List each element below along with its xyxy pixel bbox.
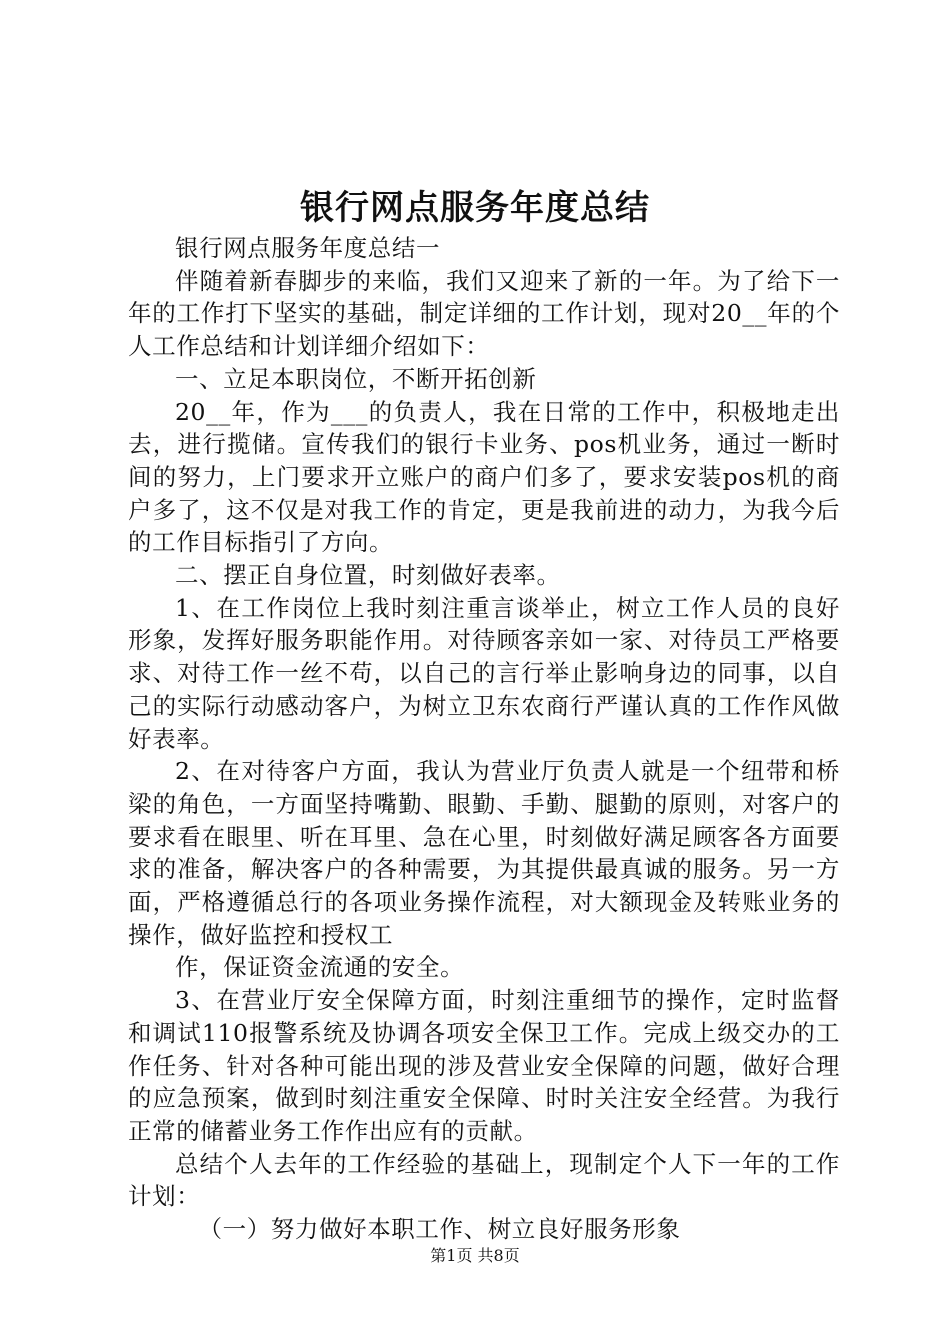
- paragraph: 总结个人去年的工作经验的基础上，现制定个人下一年的工作计划：: [128, 1149, 840, 1211]
- page-title: 银行网点服务年度总结: [300, 188, 650, 228]
- section-heading: （一）努力做好本职工作、树立良好服务形象: [198, 1215, 681, 1244]
- paragraph: 伴随着新春脚步的来临，我们又迎来了新的一年。为了给下一年的工作打下坚实的基础，制定详细的工作计划，现对20__年的个人工作总结和计划详细介绍如下：: [128, 266, 840, 361]
- paragraph: 20__年，作为___的负责人，我在日常的工作中，积极地走出去，进行揽储。宣传我们的银行卡业务、pos机业务，通过一断时间的努力，上门要求开立账户的商户们多了，要求安装pos机的商户多了，这不仅是对我工作的肯定，更是我前进的动力，为我今后的工作目标指引了方向。: [128, 397, 840, 557]
- document-body: [128, 232, 840, 1246]
- section-heading: 一、立足本职岗位，不断开拓创新: [175, 364, 537, 393]
- section-heading: 银行网点服务年度总结一: [175, 234, 441, 262]
- paragraph: 3、在营业厅安全保障方面，时刻注重细节的操作，定时监督和调试110报警系统及协调各项安全保卫工作。完成上级交办的工作任务、针对各种可能出现的涉及营业安全保障的问题，做好合理的应急预案，做到时刻注重安全保障、时时关注安全经营。为我行正常的储蓄业务工作作出应有的贡献。: [128, 986, 840, 1145]
- paragraph: 作，保证资金流通的安全。: [175, 953, 465, 982]
- paragraph: 2、在对待客户方面，我认为营业厅负责人就是一个纽带和桥梁的角色，一方面坚持嘴勤、眼勤、手勤、腿勤的原则，对客户的要求看在眼里、听在耳里、急在心里，时刻做好满足顾客各方面要求的准备，解决客户的各种需要，为其提供最真诚的服务。另一方面，严格遵循总行的各项业务操作流程，对大额现金及转账业务的操作，做好监控和授权工: [128, 757, 840, 949]
- page-number: 第1页 共8页: [430, 1246, 520, 1265]
- section-heading: 二、摆正自身位置，时刻做好表率。: [175, 561, 561, 590]
- paragraph: 1、在工作岗位上我时刻注重言谈举止，树立工作人员的良好形象，发挥好服务职能作用。对待顾客亲如一家、对待员工严格要求、对待工作一丝不苟，以自己的言行举止影响身边的同事，以自己的实际行动感动客户，为树立卫东农商行严谨认真的工作作风做好表率。: [128, 593, 840, 753]
